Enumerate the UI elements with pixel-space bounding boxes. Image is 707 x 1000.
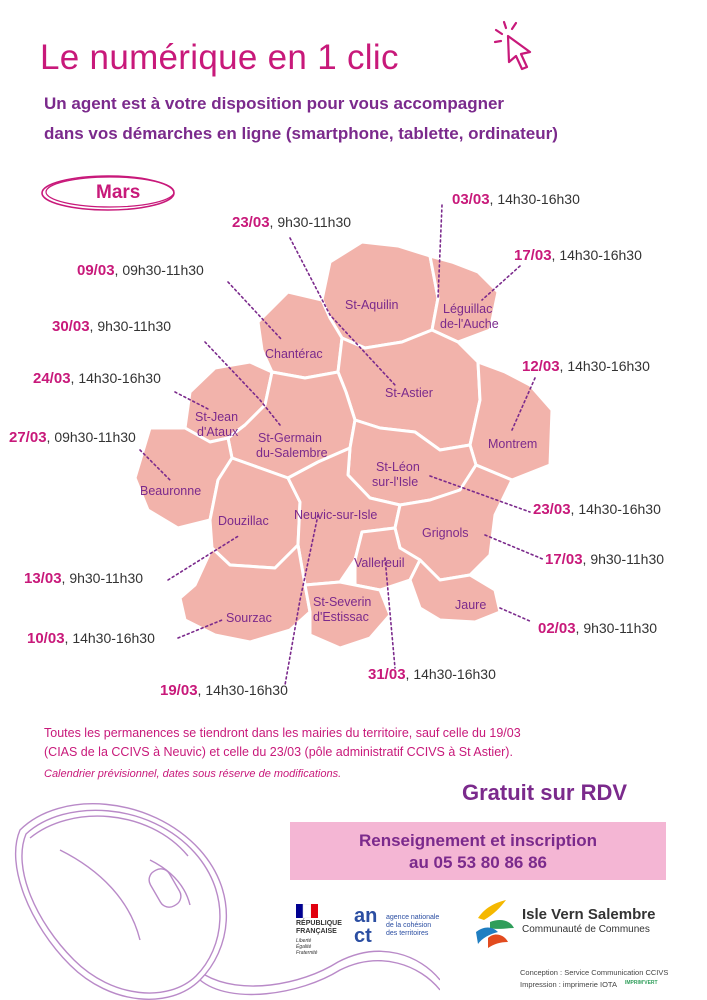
schedule-item — [77, 262, 204, 279]
schedule-time: , 14h30-16h30 — [559, 358, 650, 374]
schedule-item — [452, 191, 580, 208]
schedule-date: 19/03 — [160, 682, 198, 699]
schedule-item — [522, 358, 650, 375]
town-montrem: Montrem — [488, 437, 538, 451]
schedule-item — [33, 370, 161, 387]
anct-logo: anct — [354, 905, 378, 947]
schedule-time: , 9h30-11h30 — [575, 620, 658, 636]
schedule-item — [368, 666, 496, 683]
schedule-date: 17/03 — [514, 247, 552, 264]
town-st-leon-2: sur-l'Isle — [372, 475, 419, 489]
town-leguillac-1: Léguillac — [443, 302, 493, 316]
schedule-date: 27/03 — [9, 429, 47, 446]
town-st-aquilin: St-Aquilin — [345, 298, 399, 312]
town-sourzac: Sourzac — [226, 611, 272, 625]
schedule-date: 09/03 — [77, 262, 115, 279]
schedule-date: 10/03 — [27, 630, 65, 647]
town-grignols: Grignols — [422, 526, 469, 540]
town-st-jean-1: St-Jean — [195, 410, 239, 424]
devise-line-3: Fraternité — [296, 950, 318, 956]
schedule-item — [538, 620, 657, 637]
schedule-item — [533, 501, 661, 518]
town-st-astier: St-Astier — [385, 386, 433, 400]
anct-line-1: agence nationale — [386, 914, 440, 921]
schedule-time: , 9h30-11h30 — [61, 570, 144, 586]
town-st-germain-1: St-Germain — [258, 431, 322, 445]
leader-line-grignols — [485, 535, 545, 560]
schedule-date: 24/03 — [33, 370, 71, 387]
town-st-severin-1: St-Severin — [313, 595, 372, 609]
town-leguillac-2: de-l'Auche — [440, 317, 499, 331]
schedule-date: 12/03 — [522, 358, 560, 375]
town-beauronne: Beauronne — [140, 484, 202, 498]
credit-conception: Conception : Service Communication CCIVS — [520, 968, 669, 977]
ivs-name: Isle Vern Salembre — [522, 906, 656, 923]
devise-line-1: Liberté — [296, 938, 312, 944]
schedule-time: , 14h30-16h30 — [405, 666, 496, 682]
leader-line-jaure — [500, 608, 532, 622]
schedule-time: , 9h30-11h30 — [89, 318, 172, 334]
schedule-time: , 14h30-16h30 — [197, 682, 288, 698]
schedule-date: 23/03 — [232, 214, 270, 231]
schedule-date: 17/03 — [545, 551, 583, 568]
disclaimer: Calendrier prévisionnel, dates sous réserve de modifications. — [44, 768, 342, 780]
schedule-date: 23/03 — [533, 501, 571, 518]
notice-line-1: Toutes les permanences se tiendront dans les mairies du territoire, sauf celle du 19/03 — [44, 726, 521, 740]
schedule-item — [24, 570, 143, 587]
town-vallereuil: Vallereuil — [354, 556, 405, 570]
schedule-item — [160, 682, 288, 699]
schedule-date: 02/03 — [538, 620, 576, 637]
schedule-time: , 9h30-11h30 — [582, 551, 665, 567]
subtitle-line-1: Un agent est à votre disposition pour vous accompagner — [44, 94, 505, 113]
ivs-logo — [472, 898, 516, 950]
info-title: Renseignement et inscription — [358, 831, 598, 850]
schedule-item — [27, 630, 155, 647]
subtitle-line-2: dans vos démarches en ligne (smartphone, tablette, ordinateur) — [44, 124, 558, 143]
town-st-germain-2: du-Salembre — [256, 446, 328, 460]
anct-line-2: de la cohésion — [386, 922, 432, 929]
schedule-time: , 14h30-16h30 — [64, 630, 155, 646]
schedule-date: 31/03 — [368, 666, 406, 683]
schedule-time: , 9h30-11h30 — [269, 214, 352, 230]
page-title: Le numérique en 1 clic — [40, 38, 399, 77]
free-appointment: Gratuit sur RDV — [462, 780, 628, 805]
schedule-time: , 09h30-11h30 — [46, 429, 136, 445]
anct-line-3: des territoires — [386, 930, 429, 937]
credit-impression: Impression : imprimerie IOTA — [520, 980, 617, 989]
republique-line-1: RÉPUBLIQUE — [296, 920, 342, 927]
schedule-item — [232, 214, 351, 231]
schedule-time: , 14h30-16h30 — [570, 501, 661, 517]
schedule-date: 13/03 — [24, 570, 62, 587]
town-st-leon-1: St-Léon — [376, 460, 420, 474]
schedule-time: , 09h30-11h30 — [114, 262, 204, 278]
imprimvert-logo: IMPRIM'VERT — [625, 980, 658, 986]
town-st-jean-2: d'Ataux — [197, 425, 239, 439]
republique-line-2: FRANÇAISE — [296, 928, 337, 935]
town-jaure: Jaure — [455, 598, 487, 612]
schedule-date: 30/03 — [52, 318, 90, 335]
schedule-item — [52, 318, 171, 335]
marianne-logo — [296, 904, 318, 918]
region-montrem — [470, 362, 552, 480]
info-phone: au 05 53 80 86 86 — [408, 853, 547, 872]
town-douzillac: Douzillac — [218, 514, 269, 528]
schedule-time: , 14h30-16h30 — [70, 370, 161, 386]
schedule-date: 03/03 — [452, 191, 490, 208]
town-st-severin-2: d'Estissac — [313, 610, 369, 624]
town-neuvic: Neuvic-sur-Isle — [294, 508, 378, 522]
schedule-item — [9, 429, 136, 446]
schedule-time: , 14h30-16h30 — [551, 247, 642, 263]
schedule-item — [514, 247, 642, 264]
schedule-time: , 14h30-16h30 — [489, 191, 580, 207]
ivs-subtitle: Communauté de Communes — [522, 924, 650, 935]
town-chanterac: Chantérac — [265, 347, 323, 361]
notice-line-2: (CIAS de la CCIVS à Neuvic) et celle du 23/03 (pôle administratif CCIVS à St Astier). — [44, 745, 513, 759]
schedule-item — [545, 551, 664, 568]
devise-line-2: Égalité — [296, 944, 312, 950]
month-label: Mars — [96, 182, 141, 203]
